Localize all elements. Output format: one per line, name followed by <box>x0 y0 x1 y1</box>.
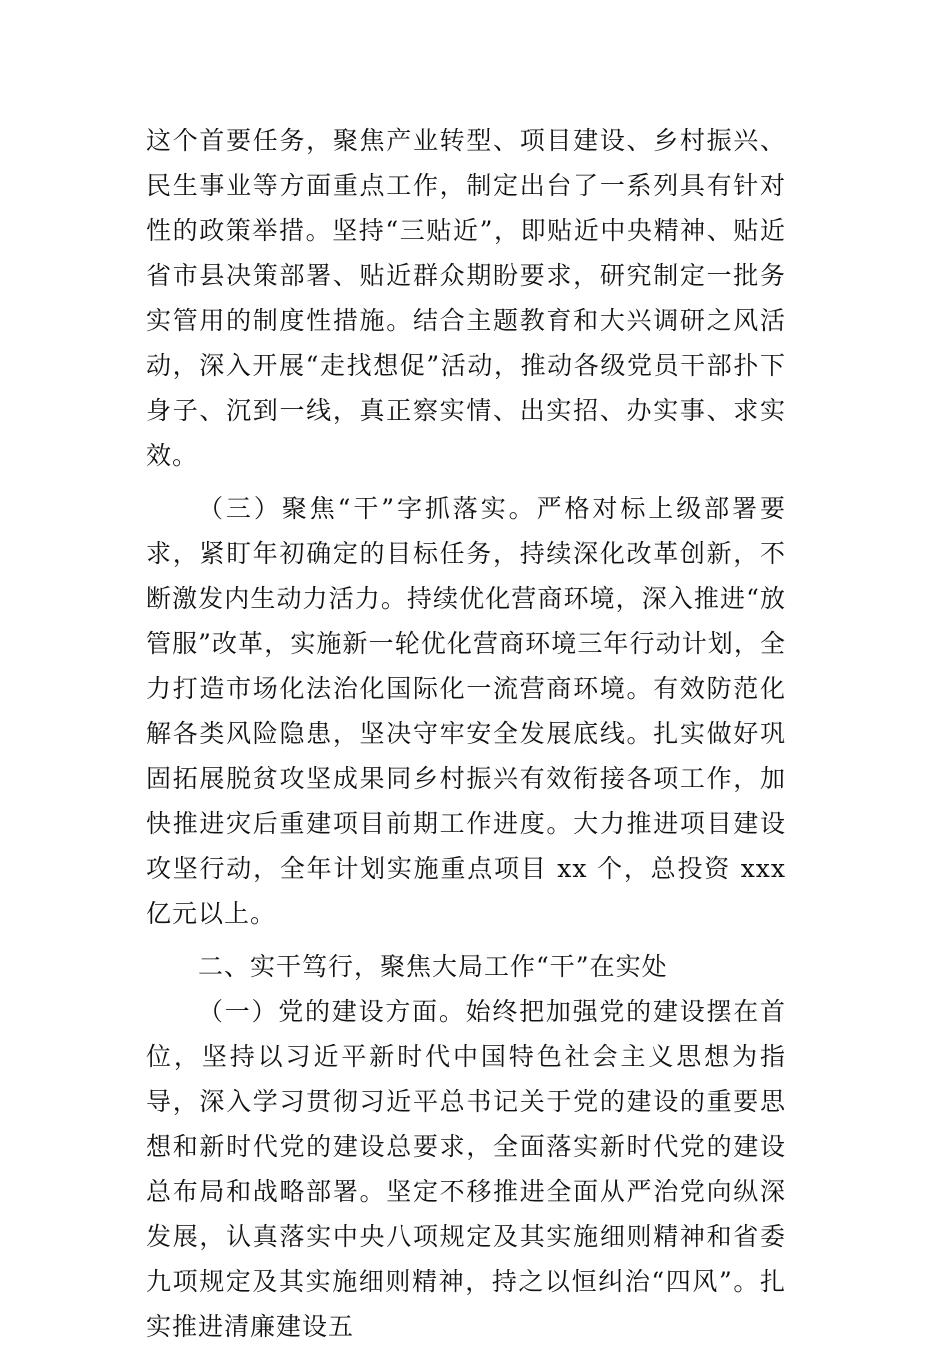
section-heading-two: 二、实干笃行，聚焦大局工作“干”在实处 <box>198 952 668 981</box>
document-body <box>146 118 786 1349</box>
paragraph-section-three: （三）聚焦“干”字抓落实。严格对标上级部署要求，紧盯年初确定的目标任务，持续深化改革创新，不断激发内生动力活力。持续优化营商环境，深入推进“放管服”改革，实施新一轮优化营商环境三年行动计划，全力打造市场化法治化国际化一流营商环境。有效防范化解各类风险隐患，坚决守牢安全发展底线。扎实做好巩固拓展脱贫攻坚成果同乡村振兴有效衔接各项工作，加快推进灾后重建项目前期工作进度。大力推进项目建设攻坚行动，全年计划实施重点项目 xx 个，总投资 xxx 亿元以上。 <box>146 494 786 928</box>
paragraph-continuation: 这个首要任务，聚焦产业转型、项目建设、乡村振兴、民生事业等方面重点工作，制定出台了一系列具有针对性的政策举措。坚持“三贴近”，即贴近中央精神、贴近省市县决策部署、贴近群众期盼要求，研究制定一批务实管用的制度性措施。结合主题教育和大兴调研之风活动，深入开展“走找想促”活动，推动各级党员干部扑下身子、沉到一线，真正察实情、出实招、办实事、求实效。 <box>146 126 786 470</box>
paragraph-party-building: （一）党的建设方面。始终把加强党的建设摆在首位，坚持以习近平新时代中国特色社会主义思想为指导，深入学习贯彻习近平总书记关于党的建设的重要思想和新时代党的建设总要求，全面落实新时代党的建设总布局和战略部署。坚定不移推进全面从严治党向纵深发展，认真落实中央八项规定及其实施细则精神和省委九项规定及其实施细则精神，持之以恒纠治“四风”。扎实推进清廉建设五 <box>146 997 786 1341</box>
